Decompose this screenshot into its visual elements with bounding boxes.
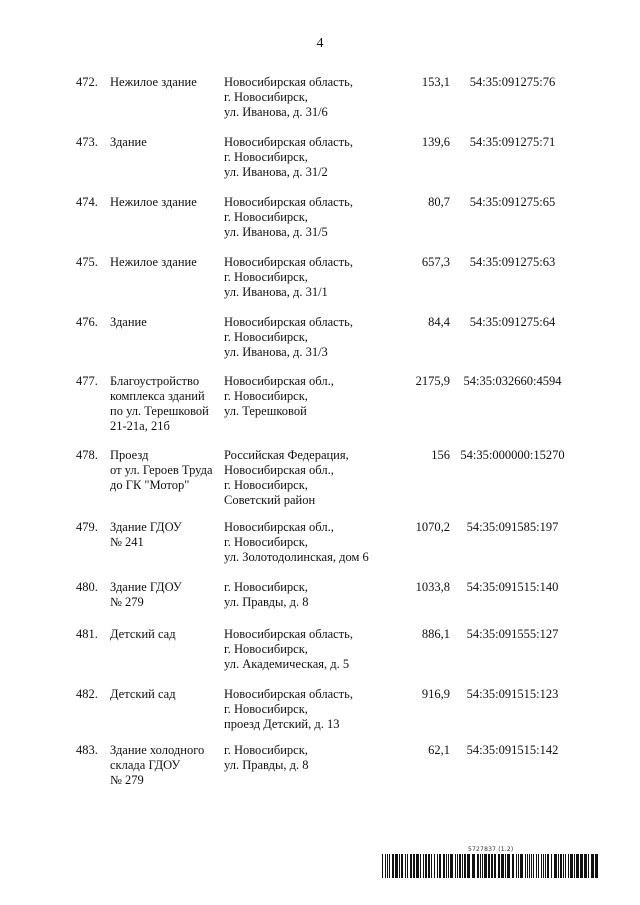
object-area: 657,3 (421, 255, 450, 269)
object-name-line: комплекса зданий (110, 389, 205, 403)
object-address (224, 687, 389, 732)
object-name (110, 687, 225, 702)
object-address-line: ул. Терешковой (224, 404, 307, 418)
cadastral-number: 54:35:091515:142 (466, 743, 559, 757)
object-name (110, 448, 225, 493)
cadastral-number: 54:35:091515:140 (466, 580, 559, 594)
object-area: 156 (431, 448, 450, 462)
row-number: 480. (76, 580, 98, 594)
cadastral-number: 54:35:091275:64 (469, 315, 556, 329)
object-address-line: г. Новосибирск, (224, 743, 308, 757)
object-address-line: Новосибирская область, (224, 315, 353, 329)
object-area: 153,1 (421, 75, 450, 89)
object-address (224, 195, 389, 240)
object-name (110, 255, 225, 270)
object-name-line: Благоустройство (110, 374, 200, 388)
object-address-line: Российская Федерация, (224, 448, 349, 462)
object-address-line: ул. Иванова, д. 31/1 (224, 285, 328, 299)
row-number: 483. (76, 743, 98, 757)
row-number: 473. (76, 135, 98, 149)
barcode-icon (382, 854, 600, 878)
object-name (110, 627, 225, 642)
row-number: 477. (76, 374, 98, 388)
row-number: 472. (76, 75, 98, 89)
object-address-line: г. Новосибирск, (224, 389, 308, 403)
object-area: 916,9 (421, 687, 450, 701)
object-name (110, 195, 225, 210)
row-number: 478. (76, 448, 98, 462)
object-name (110, 315, 225, 330)
object-address (224, 580, 389, 610)
cadastral-number: 54:35:091275:76 (469, 75, 556, 89)
cadastral-number: 54:35:091515:123 (466, 687, 559, 701)
object-address-line: Новосибирская область, (224, 255, 353, 269)
object-address-line: г. Новосибирск, (224, 90, 308, 104)
object-address-line: Новосибирская обл., (224, 520, 334, 534)
object-name-line: Нежилое здание (110, 255, 197, 269)
row-number: 476. (76, 315, 98, 329)
object-name-line: Проезд (110, 448, 149, 462)
object-address (224, 627, 389, 672)
object-address-line: г. Новосибирск, (224, 210, 308, 224)
object-address (224, 255, 389, 300)
object-name-line: Нежилое здание (110, 195, 197, 209)
object-address (224, 135, 389, 180)
object-name-line: № 279 (110, 595, 144, 609)
object-address-line: ул. Иванова, д. 31/2 (224, 165, 328, 179)
object-address-line: г. Новосибирск, (224, 478, 308, 492)
row-number: 474. (76, 195, 98, 209)
object-name-line: 21-21а, 21б (110, 419, 170, 433)
object-area: 1070,2 (415, 520, 450, 534)
object-address-line: г. Новосибирск, (224, 702, 308, 716)
object-address (224, 315, 389, 360)
object-address (224, 75, 389, 120)
object-name-line: до ГК "Мотор" (110, 478, 190, 492)
object-address-line: ул. Правды, д. 8 (224, 595, 309, 609)
object-address (224, 374, 389, 419)
object-address-line: Новосибирская область, (224, 627, 353, 641)
object-address-line: г. Новосибирск, (224, 535, 308, 549)
object-name-line: № 279 (110, 773, 144, 787)
object-area: 1033,8 (415, 580, 450, 594)
object-address-line: г. Новосибирск, (224, 330, 308, 344)
object-address-line: Советский район (224, 493, 316, 507)
object-area: 62,1 (428, 743, 450, 757)
object-name-line: от ул. Героев Труда (110, 463, 213, 477)
object-name (110, 520, 225, 550)
object-address-line: г. Новосибирск, (224, 580, 308, 594)
object-name-line: по ул. Терешковой (110, 404, 209, 418)
object-address-line: ул. Иванова, д. 31/3 (224, 345, 328, 359)
row-number: 475. (76, 255, 98, 269)
cadastral-number: 54:35:091555:127 (466, 627, 559, 641)
object-name (110, 580, 225, 610)
document-barcode (382, 846, 600, 880)
cadastral-number: 54:35:032660:4594 (463, 374, 562, 388)
object-name-line: Здание (110, 315, 147, 329)
object-address-line: г. Новосибирск, (224, 642, 308, 656)
object-address (224, 448, 389, 508)
object-address-line: г. Новосибирск, (224, 270, 308, 284)
object-address-line: Новосибирская обл., (224, 463, 334, 477)
object-area: 2175,9 (415, 374, 450, 388)
object-address-line: Новосибирская область, (224, 195, 353, 209)
cadastral-number: 54:35:091275:71 (469, 135, 556, 149)
object-name (110, 743, 225, 788)
object-name-line: Детский сад (110, 627, 176, 641)
object-address-line: ул. Иванова, д. 31/6 (224, 105, 328, 119)
row-number: 479. (76, 520, 98, 534)
object-area: 886,1 (421, 627, 450, 641)
object-address-line: ул. Правды, д. 8 (224, 758, 309, 772)
object-name-line: Нежилое здание (110, 75, 197, 89)
object-address-line: Новосибирская область, (224, 135, 353, 149)
cadastral-number: 54:35:091275:65 (469, 195, 556, 209)
object-address-line: Новосибирская область, (224, 75, 353, 89)
object-name-line: Здание холодного (110, 743, 205, 757)
cadastral-number: 54:35:091275:63 (469, 255, 556, 269)
object-area: 139,6 (421, 135, 450, 149)
object-address-line: Новосибирская область, (224, 687, 353, 701)
object-address-line: проезд Детский, д. 13 (224, 717, 340, 731)
cadastral-number: 54:35:091585:197 (466, 520, 559, 534)
object-address-line: ул. Иванова, д. 31/5 (224, 225, 328, 239)
object-name (110, 75, 225, 90)
cadastral-number: 54:35:000000:15270 (460, 448, 565, 462)
object-name-line: Здание ГДОУ (110, 580, 182, 594)
object-address-line: ул. Академическая, д. 5 (224, 657, 350, 671)
object-name-line: № 241 (110, 535, 144, 549)
object-address (224, 520, 389, 565)
object-address (224, 743, 389, 773)
page-number: 4 (316, 36, 324, 51)
object-name-line: склада ГДОУ (110, 758, 181, 772)
row-number: 482. (76, 687, 98, 701)
object-name (110, 135, 225, 150)
object-address-line: ул. Золотодолинская, дом 6 (224, 550, 369, 564)
object-area: 80,7 (428, 195, 450, 209)
object-address-line: Новосибирская обл., (224, 374, 334, 388)
object-name (110, 374, 225, 434)
row-number: 481. (76, 627, 98, 641)
object-area: 84,4 (428, 315, 450, 329)
barcode-label: 5727837 (1.2) (468, 846, 514, 853)
object-name-line: Здание ГДОУ (110, 520, 182, 534)
object-address-line: г. Новосибирск, (224, 150, 308, 164)
object-name-line: Детский сад (110, 687, 176, 701)
object-name-line: Здание (110, 135, 147, 149)
